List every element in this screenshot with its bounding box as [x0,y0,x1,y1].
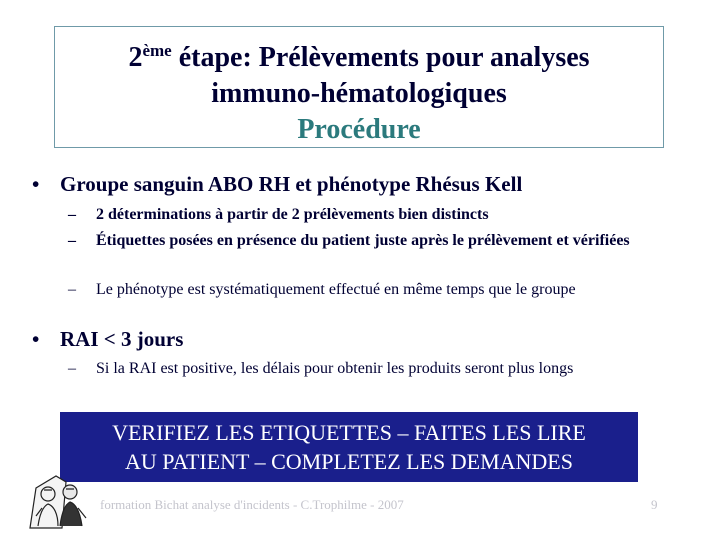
bullet-marker: • [32,327,40,351]
title-step-number: 2 [128,42,143,73]
footer-text: formation Bichat analyse d'incidents - C.Trophilme - 2007 [100,497,404,512]
title-line-2: immuno-hématologiques [211,78,507,109]
dash-marker: – [68,232,76,249]
warning-banner [60,412,638,482]
sub-item-text: Le phénotype est systématiquement effectué en même temps que le groupe [96,281,576,298]
sub-item-text: Si la RAI est positive, les délais pour obtenir les produits seront plus longs [96,360,574,377]
dash-marker: – [68,281,76,298]
bullet-marker: • [32,172,40,196]
sub-item-1-3 [68,280,641,299]
sub-item-1-2 [68,231,676,250]
sub-item-1-1 [68,205,676,224]
title-step-superscript: ème [142,41,172,60]
bullet-item-2 [32,327,183,352]
dash-marker: – [68,360,76,377]
page-number: 9 [651,497,658,512]
bullet-item-1 [32,172,522,197]
sub-item-text: 2 déterminations à partir de 2 prélèvements bien distincts [96,206,489,223]
dash-marker: – [68,206,76,223]
bullet-text: Groupe sanguin ABO RH et phénotype Rhésus Kell [60,172,523,196]
title-line-3: Procédure [297,114,421,145]
banner-line-2: AU PATIENT – COMPLETEZ LES DEMANDES [125,449,573,474]
sub-item-2-1 [68,359,656,378]
title-step-text: étape: Prélèvements pour analyses [171,42,590,73]
title-line-1 [55,33,663,76]
banner-line-1: VERIFIEZ LES ETIQUETTES – FAITES LES LIRE [112,420,586,445]
sub-item-text: Étiquettes posées en présence du patient juste après le prélèvement et vérifiées [96,232,630,249]
title-box [54,26,664,148]
bullet-text: RAI < 3 jours [60,327,184,351]
people-illustration-icon [26,468,94,530]
